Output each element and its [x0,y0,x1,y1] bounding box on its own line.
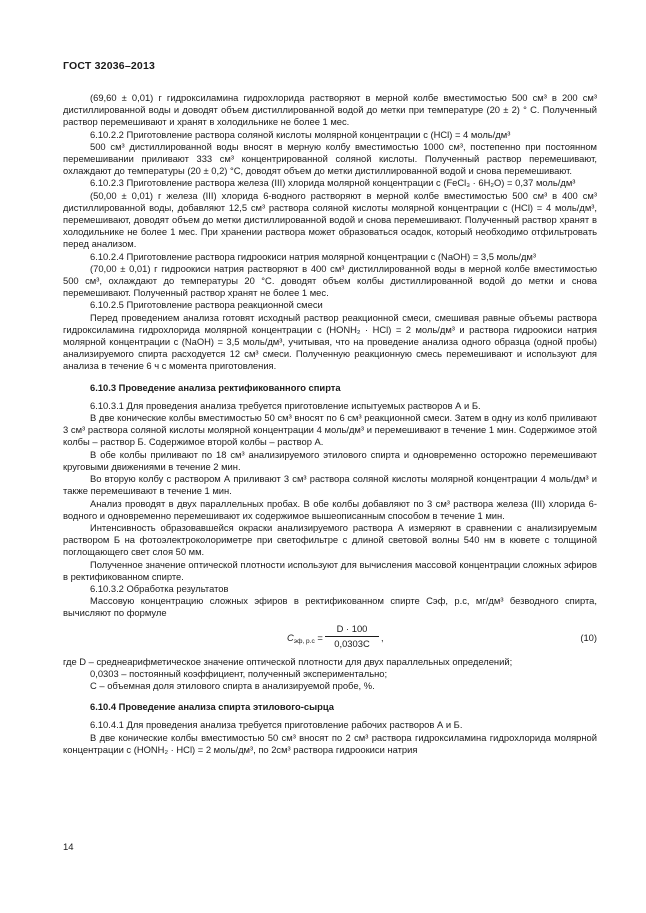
paragraph: 0,0303 – постоянный коэффициент, полученный экспериментально; [90,667,388,679]
paragraph: Массовую концентрацию сложных эфиров в ректификованном спирте Cэф, р.с, мг/дм³ безводного спирта, вычисляют по формуле [63,595,597,619]
formula-number: (10) [580,631,597,643]
subsection-heading: 6.10.2.5 Приготовление раствора реакционной смеси [90,299,323,311]
document-header: ГОСТ 32036–2013 [63,60,156,72]
paragraph: где D – среднеарифметическое значение оптической плотности для двух параллельных определений; [63,655,513,667]
section-heading: 6.10.3 Проведение анализа ректификованного спирта [90,381,341,393]
paragraph: В две конические колбы вместимостью 50 см³ вносят по 2 см³ раствора гидроксиламина гидрохлорида молярной концентрации c (HONH₂ · HCl) = 2 моль/дм³, по 2см³ раствора гидроокиси натрия [63,731,597,755]
subsection-heading: 6.10.2.3 Приготовление раствора железа (III) хлорида молярной концентрации c (FeCl₃ · 6H₂O) = 0,37 моль/дм³ [90,177,576,189]
paragraph: Полученное значение оптической плотности используют для вычисления массовой концентрации сложных эфиров в ректификованном спирте. [63,558,597,582]
paragraph: (70,00 ± 0,01) г гидроокиси натрия растворяют в 400 см³ дистиллированной воды в мерной колбе вместимостью 500 см³, охлаждают до температуры 20 °С. доводят объем колбы дистиллированной водой до метки и снова перемешивают. Полученный раствор хранят не более 1 мес. [63,262,597,299]
page-number: 14 [63,842,74,853]
paragraph: 500 см³ дистиллированной воды вносят в мерную колбу вместимостью 1000 см³, постепенно при постоянном перемешивании приливают 333 см³ концентрированной соляной кислоты. Полученный раствор перемешивают, охлаждают до температуры (20 ± 0,2) °С, доводят объем до метки дистиллированной водой и снова перемешивают. [63,140,597,177]
paragraph: Во вторую колбу с раствором А приливают 3 см³ раствора соляной кислоты молярной концентрации 4 моль/дм³ и также перемешивают в течение 1 мин. [63,473,597,497]
paragraph: 6.10.4.1 Для проведения анализа требуется приготовление рабочих растворов А и Б. [90,719,463,731]
paragraph: Перед проведением анализа готовят исходный раствор реакционной смеси, смешивая равные объемы раствора гидроксиламина гидрохлорида молярной концентрации c (HONH₂ · HCl) = 2 моль/дм³ и раствора гидроокиси натрия молярной концентрации c (NaOH) = 3,5 моль/дм³, учитывая, что на проведение анализа одного образца (одной пробы) анализируемого спирта расходуется 12 см³ смеси. Полученную реакционную смесь перемешивают и используют для анализа в течение 6 ч с момента приготовления. [63,311,597,372]
subsection-heading: 6.10.2.4 Приготовление раствора гидроокиси натрия молярной концентрации c (NaOH) = 3,5 моль/дм³ [90,250,536,262]
formula-lhs: $C_{эф, р.с}$ = [287,631,323,645]
formula-10 [63,623,597,651]
paragraph: (50,00 ± 0,01) г железа (III) хлорида 6-водного растворяют в мерной колбе вместимостью 500 см³ в 400 см³ дистиллированной воды, добавляют 12,5 см³ раствора соляной кислоты молярной концентрации c (HCl) = 4 моль/дм³, перемешивают, доводят объем до метки дистиллированной водой и снова перемешивают. Полученный раствор хранят в холодильнике не более 1 мес. При хранении раствора может образоваться осадок, который необходимо отфильтровать перед анализом. [63,189,597,250]
formula-fraction [325,623,379,650]
paragraph: В обе колбы приливают по 18 см³ анализируемого этилового спирта и одновременно осторожно перемешивают круговыми движениями в течение 2 мин. [63,448,597,472]
paragraph: C – объемная доля этилового спирта в анализируемой пробе, %. [90,679,375,691]
paragraph: В две конические колбы вместимостью 50 см³ вносят по 6 см³ реакционной смеси. Затем в одну из колб приливают 3 см³ раствора соляной кислоты молярной концентрации 4 моль/дм³ и перемешивают в течение 1 мин. Содержимое этой колбы – раствор Б. Содержимое второй колбы – раствор А. [63,412,597,448]
formula-comma: , [381,631,384,643]
paragraph: Интенсивность образовавшейся окраски анализируемого раствора А измеряют в сравнении с анализируемым раствором Б на фотоэлектроколориметре при светофильтре с длиной световой волны 540 нм в кювете с толщиной поглощающего свет слоя 50 мм. [63,521,597,558]
paragraph: Анализ проводят в двух параллельных пробах. В обе колбы добавляют по 3 см³ раствора железа (III) хлорида 6-водного и одновременно перемешивают их содержимое вышеописанным способом в течение 1 мин. [63,497,597,521]
formula-numerator: D · 100 [325,623,379,637]
paragraph: 6.10.3.1 Для проведения анализа требуется приготовление испытуемых растворов А и Б. [90,399,481,411]
document-body [63,92,597,756]
paragraph: (69,60 ± 0,01) г гидроксиламина гидрохлорида растворяют в мерной колбе вместимостью 500 см³ в 200 см³ дистиллированной воды и доводят объем дистиллированной водой до метки при температуре (20 ± 2) ° С. Полученный раствор перемешивают и хранят в холодильнике не более 1 мес. [63,92,597,128]
subsection-heading: 6.10.3.2 Обработка результатов [90,582,229,594]
formula-denominator: 0,0303C [334,637,370,649]
section-heading: 6.10.4 Проведение анализа спирта этилового-сырца [90,701,334,713]
subsection-heading: 6.10.2.2 Приготовление раствора соляной кислоты молярной концентрации c (HCl) = 4 моль/дм³ [90,128,511,140]
